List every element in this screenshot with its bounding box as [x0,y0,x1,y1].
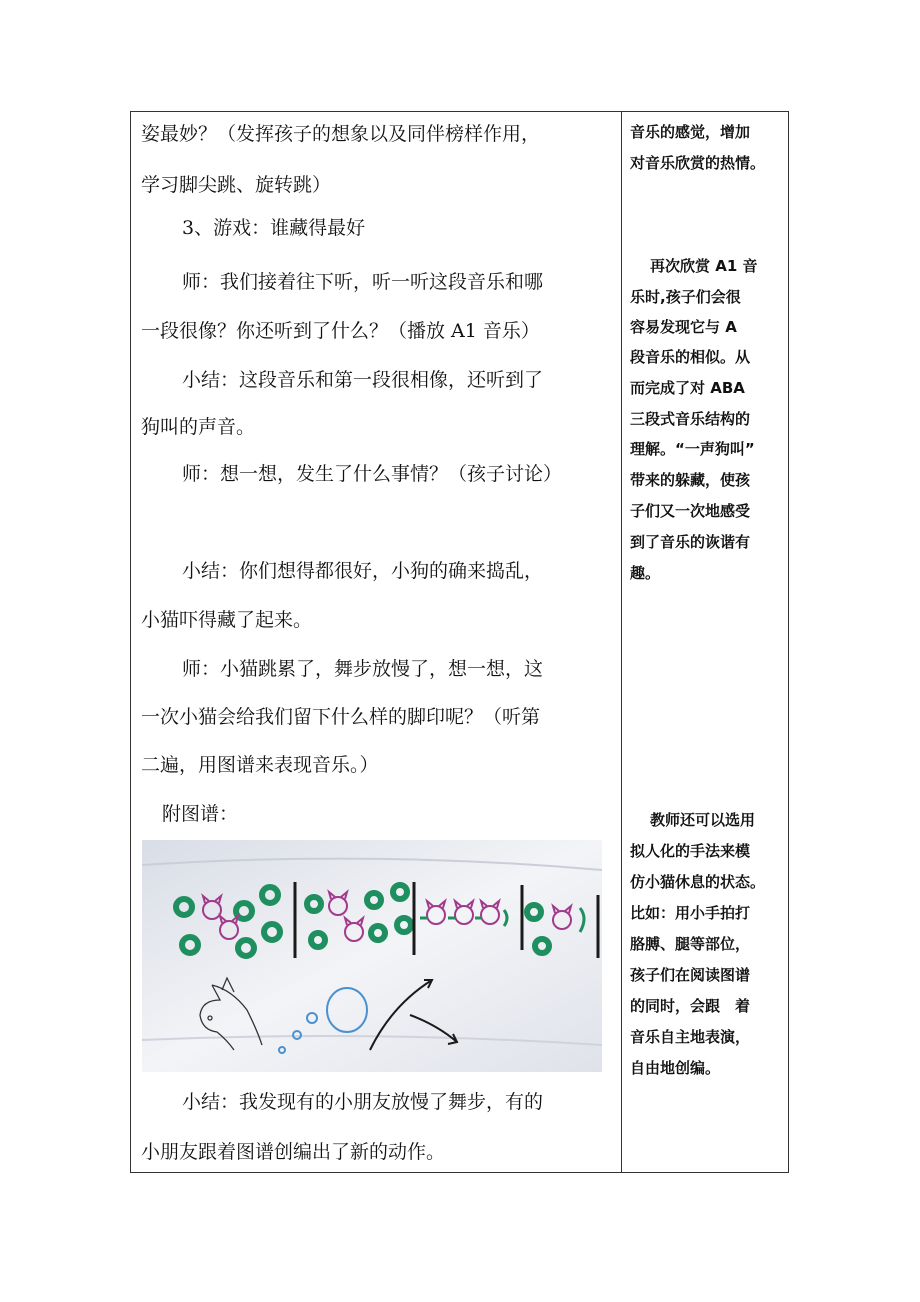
main-line: 师：小猫跳累了，舞步放慢了，想一想，这 [182,658,544,680]
note-line: 理解。“一声狗叫” [630,440,755,458]
main-line: 狗叫的声音。 [141,416,256,438]
section-heading: 3、游戏：谁藏得最好 [182,217,366,239]
main-line: 二遍，用图谱来表现音乐。） [141,754,379,776]
note-line: 自由地创编。 [630,1059,721,1077]
notes-column [622,112,788,1172]
note-line: 教师还可以选用 [650,811,756,829]
note-line: 容易发现它与 A [630,318,737,336]
note-line: 仿小猫休息的状态。 [630,873,766,891]
main-line: 学习脚尖跳、旋转跳） [141,174,332,196]
note-line: 而完成了对 ABA [630,379,745,397]
music-score-drawing [142,840,602,1072]
note-line: 胳膊、腿等部位， [630,935,751,953]
main-line: 一次小猫会给我们留下什么样的脚印呢？（听第 [141,706,541,728]
note-line: 孩子们在阅读图谱 [630,966,751,984]
note-line: 音乐的感觉，增加 [630,123,751,141]
note-line: 带来的躲藏，使孩 [630,471,751,489]
note-line: 子们又一次地感受 [630,502,751,520]
main-column [131,112,621,1172]
main-line: 小猫吓得藏了起来。 [141,609,313,631]
note-line: 比如：用小手拍打 [630,904,751,922]
figure-caption: 附图谱： [162,803,239,825]
main-line: 小结：我发现有的小朋友放慢了舞步，有的 [182,1091,544,1113]
main-line: 小结：这段音乐和第一段很相像，还听到了 [182,369,544,391]
note-line: 乐时,孩子们会很 [630,288,741,306]
note-line: 拟人化的手法来模 [630,842,751,860]
main-line: 小朋友跟着图谱创编出了新的动作。 [141,1141,446,1163]
note-line: 趣。 [630,564,661,582]
lesson-table [130,111,789,1173]
note-line: 的同时，会跟 着 [630,997,751,1015]
note-line: 三段式音乐结构的 [630,410,751,428]
note-line: 再次欣赏 A1 音 [650,257,758,275]
music-score-photo [142,840,602,1072]
note-line: 段音乐的相似。从 [630,348,751,366]
note-line: 到了音乐的诙谐有 [630,533,751,551]
main-line: 师：想一想，发生了什么事情？（孩子讨论） [182,463,563,485]
main-line: 师：我们接着往下听，听一听这段音乐和哪 [182,271,544,293]
note-line: 音乐自主地表演， [630,1028,751,1046]
note-line: 对音乐欣赏的热情。 [630,154,766,172]
main-line: 一段很像？你还听到了什么？（播放 A1 音乐） [141,320,540,342]
main-line: 姿最妙？（发挥孩子的想象以及同伴榜样作用， [141,123,541,145]
main-line: 小结：你们想得都很好，小狗的确来捣乱， [182,560,544,582]
